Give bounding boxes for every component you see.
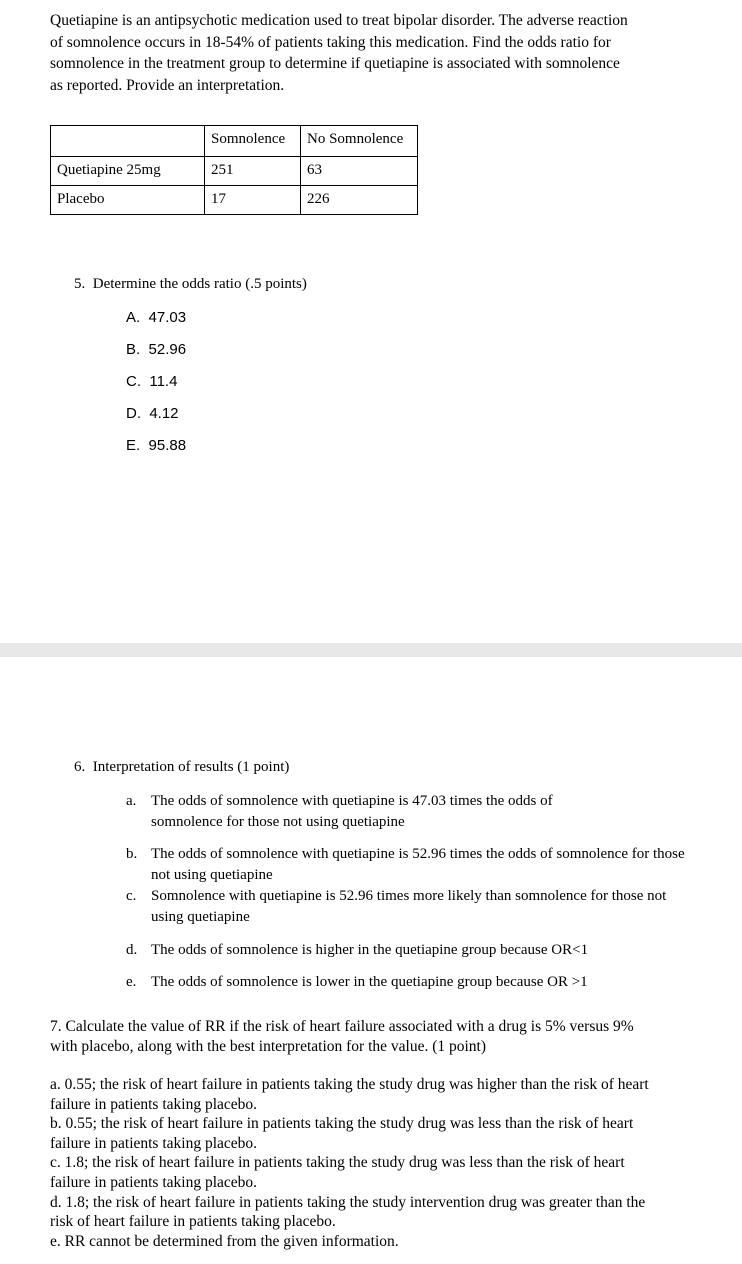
- option-letter: e.: [126, 974, 137, 990]
- table-cell: Quetiapine 25mg: [51, 157, 205, 186]
- table-header-cell: No Somnolence: [301, 126, 418, 157]
- intro-paragraph: [50, 10, 710, 96]
- q7-option-c[interactable]: c. 1.8; the risk of heart failure in patients taking the study drug was less than the risk of heart: [50, 1154, 625, 1172]
- table-cell: 251: [205, 157, 301, 186]
- question-7: [50, 1017, 720, 1057]
- contingency-table: [50, 125, 418, 215]
- question-6: 6. Interpretation of results (1 point): [74, 759, 290, 775]
- q7-option-e[interactable]: e. RR cannot be determined from the given information.: [50, 1232, 399, 1250]
- table-row: [51, 186, 418, 215]
- q7-option-d[interactable]: d. 1.8; the risk of heart failure in patients taking the study intervention drug was greater than the: [50, 1193, 646, 1211]
- q7-option-d-cont[interactable]: risk of heart failure in patients taking placebo.: [50, 1213, 336, 1231]
- intro-line: somnolence in the treatment group to determine if quetiapine is associated with somnolence: [50, 55, 620, 72]
- option-letter: d.: [126, 942, 138, 958]
- option-text: The odds of somnolence is higher in the quetiapine group because OR<1: [151, 942, 589, 958]
- q7-option-b-cont[interactable]: failure in patients taking placebo.: [50, 1134, 258, 1152]
- q7-option-a[interactable]: a. 0.55; the risk of heart failure in patients taking the study drug was higher than the risk of heart: [50, 1076, 649, 1093]
- option-text: The odds of somnolence with quetiapine is 47.03 times the odds of somnolence for those not using quetiapine: [151, 793, 553, 830]
- q7-question-line: with placebo, along with the best interpretation for the value. (1 point): [50, 1038, 487, 1055]
- intro-line: of somnolence occurs in 18-54% of patients taking this medication. Find the odds ratio for: [50, 33, 611, 51]
- page-divider: [0, 643, 742, 657]
- table-cell: 226: [301, 186, 418, 215]
- q7-option-a-cont[interactable]: failure in patients taking placebo.: [50, 1095, 258, 1113]
- table-cell: Placebo: [51, 186, 205, 215]
- option-text: The odds of somnolence with quetiapine is 52.96 times the odds of somnolence for those not using quetiapine: [151, 846, 685, 883]
- option-text: Somnolence with quetiapine is 52.96 times more likely than somnolence for those not using quetiapine: [151, 888, 667, 925]
- table-cell: 63: [301, 157, 418, 186]
- q5-option-b[interactable]: B. 52.96: [126, 341, 187, 358]
- q7-question-line: 7. Calculate the value of RR if the risk of heart failure associated with a drug is 5% versus 9%: [50, 1018, 634, 1035]
- table-cell: 17: [205, 186, 301, 215]
- q5-option-d[interactable]: D. 4.12: [126, 405, 179, 422]
- table-row: [51, 157, 418, 186]
- table-header-row: [51, 126, 418, 157]
- q5-option-a[interactable]: A. 47.03: [126, 309, 187, 326]
- table-header-cell: Somnolence: [205, 126, 301, 157]
- option-letter: b.: [126, 846, 138, 862]
- q7-options: [50, 1075, 730, 1251]
- option-letter: a.: [126, 793, 137, 809]
- intro-line: Quetiapine is an antipsychotic medication used to treat bipolar disorder. The adverse reaction: [50, 12, 628, 29]
- q5-option-e[interactable]: E. 95.88: [126, 437, 187, 454]
- q5-option-c[interactable]: C. 11.4: [126, 373, 178, 390]
- table-header-cell: [51, 126, 205, 157]
- q7-option-b[interactable]: b. 0.55; the risk of heart failure in patients taking the study drug was less than the risk of heart: [50, 1115, 634, 1133]
- question-5: 5. Determine the odds ratio (.5 points): [74, 276, 307, 292]
- option-text: The odds of somnolence is lower in the quetiapine group because OR >1: [151, 974, 588, 990]
- q7-option-c-cont[interactable]: failure in patients taking placebo.: [50, 1173, 258, 1191]
- option-letter: c.: [126, 888, 137, 904]
- intro-line: as reported. Provide an interpretation.: [50, 76, 285, 94]
